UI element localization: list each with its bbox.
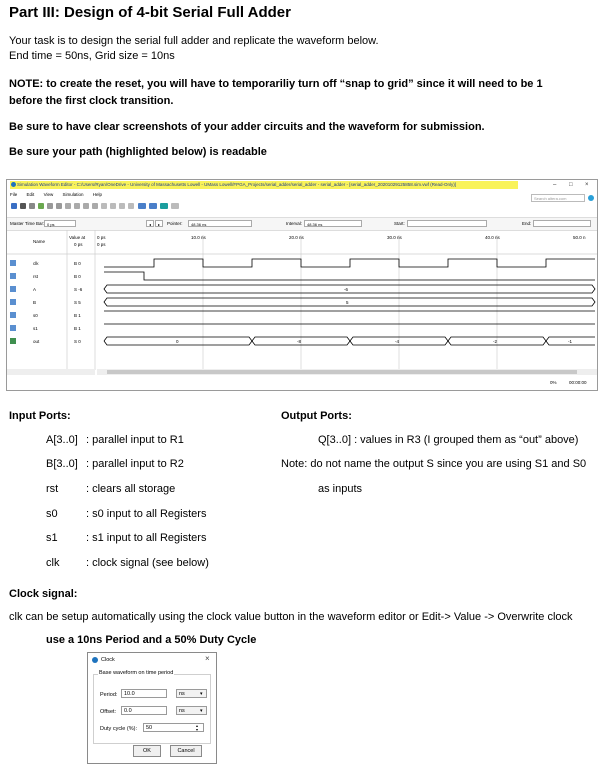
next-transition-icon[interactable]: ▸ <box>155 220 163 227</box>
duty-cycle-input[interactable]: 50 <box>143 723 204 732</box>
minimize-icon[interactable]: – <box>553 182 557 188</box>
signal-row-clk[interactable] <box>10 259 595 267</box>
period-label: Period: <box>100 692 118 698</box>
time-label-30ns: 30.0 ns <box>387 235 402 240</box>
spinner-up-icon[interactable]: ▴ <box>196 723 199 728</box>
spinner-down-icon[interactable]: ▾ <box>196 727 199 732</box>
interval-field[interactable]: 48.36 ns <box>304 220 362 227</box>
signal-name: B <box>33 300 37 305</box>
input-pin-icon <box>10 260 16 266</box>
signal-row-B[interactable] <box>10 298 595 306</box>
pointer-field[interactable]: 48.36 ns <box>188 220 252 227</box>
signal-name: A <box>33 287 37 292</box>
bus-pin-icon <box>10 286 16 292</box>
node-finder-icon[interactable] <box>29 203 35 209</box>
waveform-value-icon[interactable] <box>38 203 44 209</box>
signal-value: S -6 <box>74 287 83 292</box>
high-impedance-icon[interactable] <box>74 203 80 209</box>
input-ports-heading: Input Ports: <box>9 410 71 422</box>
timing-analysis-icon[interactable] <box>160 203 168 209</box>
simulation-settings-icon[interactable] <box>171 203 179 209</box>
note-line-1: NOTE: to create the reset, you will have to temporariliy turn off “snap to grid” since it will need to be 1 <box>9 78 543 90</box>
run-simulation-icon[interactable] <box>138 203 146 209</box>
chevron-down-icon: ▾ <box>200 691 203 697</box>
port-s1-name: s1 <box>46 532 58 544</box>
window-title: Simulation Waveform Editor - C:/Users/Ryan/OneDrive - University of Massachusetts Lowell - UMass Lowell/FPGA_Projects/serial_adder/serial_adder - serial_adder - [serial_adder_20201029125858.sim.vwf (Read-Only)] <box>17 182 457 187</box>
clock-subheading: use a 10ns Period and a 50% Duty Cycle <box>46 634 257 646</box>
zoom-tool-icon[interactable] <box>20 203 26 209</box>
waveform-editor-window <box>6 179 598 391</box>
prev-transition-icon[interactable]: ◂ <box>146 220 154 227</box>
A-bus-value: -6 <box>344 287 349 292</box>
signal-row-s0[interactable] <box>10 311 595 318</box>
signal-name: s0 <box>33 313 38 318</box>
output-note-line-2: as inputs <box>318 483 363 495</box>
status-progress: 0% <box>550 380 557 385</box>
output-q-line: Q[3..0] : values in R3 (I grouped them as “out” above) <box>318 434 579 446</box>
menu-view[interactable]: View <box>43 192 54 197</box>
out-value-2: -4 <box>395 339 400 344</box>
note-line-2: before the first clock transition. <box>9 95 174 107</box>
menu-bar <box>10 190 110 200</box>
invert-icon[interactable] <box>83 203 89 209</box>
out-value-1: -8 <box>297 339 302 344</box>
start-label: Start: <box>394 221 405 226</box>
master-time-bar-label: Master Time Bar: <box>10 221 45 226</box>
chevron-down-icon: ▾ <box>200 708 203 714</box>
waveform-panel <box>7 230 597 377</box>
output-pin-icon <box>10 338 16 344</box>
start-field[interactable] <box>407 220 487 227</box>
time-bar <box>7 217 597 231</box>
force-low-icon[interactable] <box>47 203 53 209</box>
signal-row-s1[interactable] <box>10 324 595 331</box>
signal-value: S 0 <box>74 339 81 344</box>
B-bus-value: 5 <box>346 300 349 305</box>
signal-value: S 5 <box>74 300 81 305</box>
clock-dialog <box>87 652 217 764</box>
offset-label: Offset: <box>100 709 117 715</box>
signal-row-rst[interactable] <box>10 272 595 280</box>
output-ports-heading: Output Ports: <box>281 410 352 422</box>
waveform-scroll-thumb[interactable] <box>107 370 577 374</box>
port-rst-desc: : clears all storage <box>86 483 176 495</box>
intro-timing: End time = 50ns, Grid size = 10ns <box>9 50 175 62</box>
menu-simulation[interactable]: Simulation <box>62 192 84 197</box>
app-icon <box>92 657 98 663</box>
unknown-value-icon[interactable] <box>65 203 71 209</box>
ruler-start-bottom: 0 ps <box>97 242 106 247</box>
close-icon[interactable]: × <box>585 182 589 188</box>
screenshots-note: Be sure to have clear screenshots of your adder circuits and the waveform for submission. <box>9 121 485 133</box>
input-pin-icon <box>10 273 16 279</box>
snap-to-grid-icon[interactable] <box>128 203 134 209</box>
signal-row-out[interactable] <box>10 337 595 345</box>
time-label-20ns: 20.0 ns <box>289 235 304 240</box>
master-time-bar-field[interactable]: 0 ps <box>44 220 76 227</box>
force-high-icon[interactable] <box>56 203 62 209</box>
menu-file[interactable]: File <box>10 192 18 197</box>
path-note: Be sure your path (highlighted below) is readable <box>9 146 267 158</box>
input-pin-icon <box>10 325 16 331</box>
signal-value: B 0 <box>74 261 81 266</box>
column-value-time: 0 ps <box>74 242 83 247</box>
port-a-desc: : parallel input to R1 <box>86 434 184 446</box>
output-note-line: Note: do not name the output S since you are using S1 and S0 <box>281 458 587 470</box>
dialog-title: Clock <box>101 657 115 663</box>
time-label-40ns: 40.0 ns <box>485 235 500 240</box>
port-s0-name: s0 <box>46 508 58 520</box>
signal-value: B 1 <box>74 326 81 331</box>
rst-waveform <box>104 272 595 280</box>
end-label: End: <box>522 221 532 226</box>
port-s0-desc: : s0 input to all Registers <box>86 508 207 520</box>
ok-button[interactable]: OK <box>133 745 161 757</box>
status-bar <box>7 377 597 389</box>
cancel-button[interactable]: Cancel <box>170 745 202 757</box>
duty-cycle-label: Duty cycle (%): <box>100 726 137 732</box>
signal-value: B 1 <box>74 313 81 318</box>
B-bus-waveform <box>104 298 595 306</box>
port-b-desc: : parallel input to R2 <box>86 458 184 470</box>
offset-unit: ns <box>179 708 185 714</box>
name-scrollbar[interactable] <box>7 369 95 375</box>
period-unit-select[interactable] <box>176 689 207 698</box>
arbitrary-value-icon[interactable] <box>110 203 116 209</box>
out-value-4: -1 <box>568 339 573 344</box>
maximize-icon[interactable]: □ <box>569 182 573 188</box>
clk-waveform <box>104 259 595 267</box>
interval-label: Interval: <box>286 221 303 226</box>
offset-unit-select[interactable] <box>176 706 207 715</box>
port-a-name: A[3..0] <box>46 434 78 446</box>
port-b-name: B[3..0] <box>46 458 78 470</box>
window-titlebar <box>7 180 597 190</box>
offset-input[interactable]: 0.0 <box>121 706 167 715</box>
port-clk-desc: : clock signal (see below) <box>86 557 209 569</box>
input-pin-icon <box>10 312 16 318</box>
period-unit: ns <box>179 691 185 697</box>
signal-name: out <box>33 339 40 344</box>
time-label-50ns: 50.0 n <box>573 235 586 240</box>
time-label-10ns: 10.0 ns <box>191 235 206 240</box>
bus-pin-icon <box>10 299 16 305</box>
clock-value-icon[interactable] <box>101 203 107 209</box>
end-field[interactable] <box>533 220 591 227</box>
clock-text: clk can be setup automatically using the clock value button in the waveform editor or Edit-> Value -> Overwrite clock <box>9 611 573 623</box>
out-value-0: 0 <box>176 339 179 344</box>
port-s1-desc: : s1 input to all Registers <box>86 532 207 544</box>
period-input[interactable]: 10.0 <box>121 689 167 698</box>
count-value-icon[interactable] <box>92 203 98 209</box>
app-icon <box>11 182 16 187</box>
search-input[interactable]: Search altera.com <box>531 194 585 202</box>
signal-name: clk <box>33 261 39 266</box>
signal-name: rst <box>33 274 38 279</box>
signal-value: B 0 <box>74 274 81 279</box>
run-timing-simulation-icon[interactable] <box>149 203 157 209</box>
out-value-3: -2 <box>493 339 498 344</box>
ruler-start-top: 0 ps <box>97 235 106 240</box>
random-value-icon[interactable] <box>119 203 125 209</box>
time-period-group-label: Base waveform on time period <box>99 670 174 676</box>
menu-edit[interactable]: Edit <box>26 192 35 197</box>
port-rst-name: rst <box>46 483 59 495</box>
page-title: Part III: Design of 4-bit Serial Full Adder <box>9 4 291 21</box>
port-clk-name: clk <box>46 557 60 569</box>
search-icon[interactable] <box>588 195 594 201</box>
signal-name: s1 <box>33 326 38 331</box>
signal-row-A[interactable] <box>10 285 595 293</box>
pointer-label: Pointer: <box>167 221 183 226</box>
column-value-header: Value at <box>69 235 86 240</box>
column-name-header: Name <box>33 239 46 244</box>
A-bus-waveform <box>104 285 595 293</box>
menu-help[interactable]: Help <box>92 192 103 197</box>
status-time: 00:00:00 <box>569 380 587 385</box>
close-icon[interactable]: × <box>205 654 210 663</box>
intro-task: Your task is to design the serial full adder and replicate the waveform below. <box>9 35 379 47</box>
clock-heading: Clock signal: <box>9 588 78 600</box>
selection-tool-icon[interactable] <box>11 203 17 209</box>
